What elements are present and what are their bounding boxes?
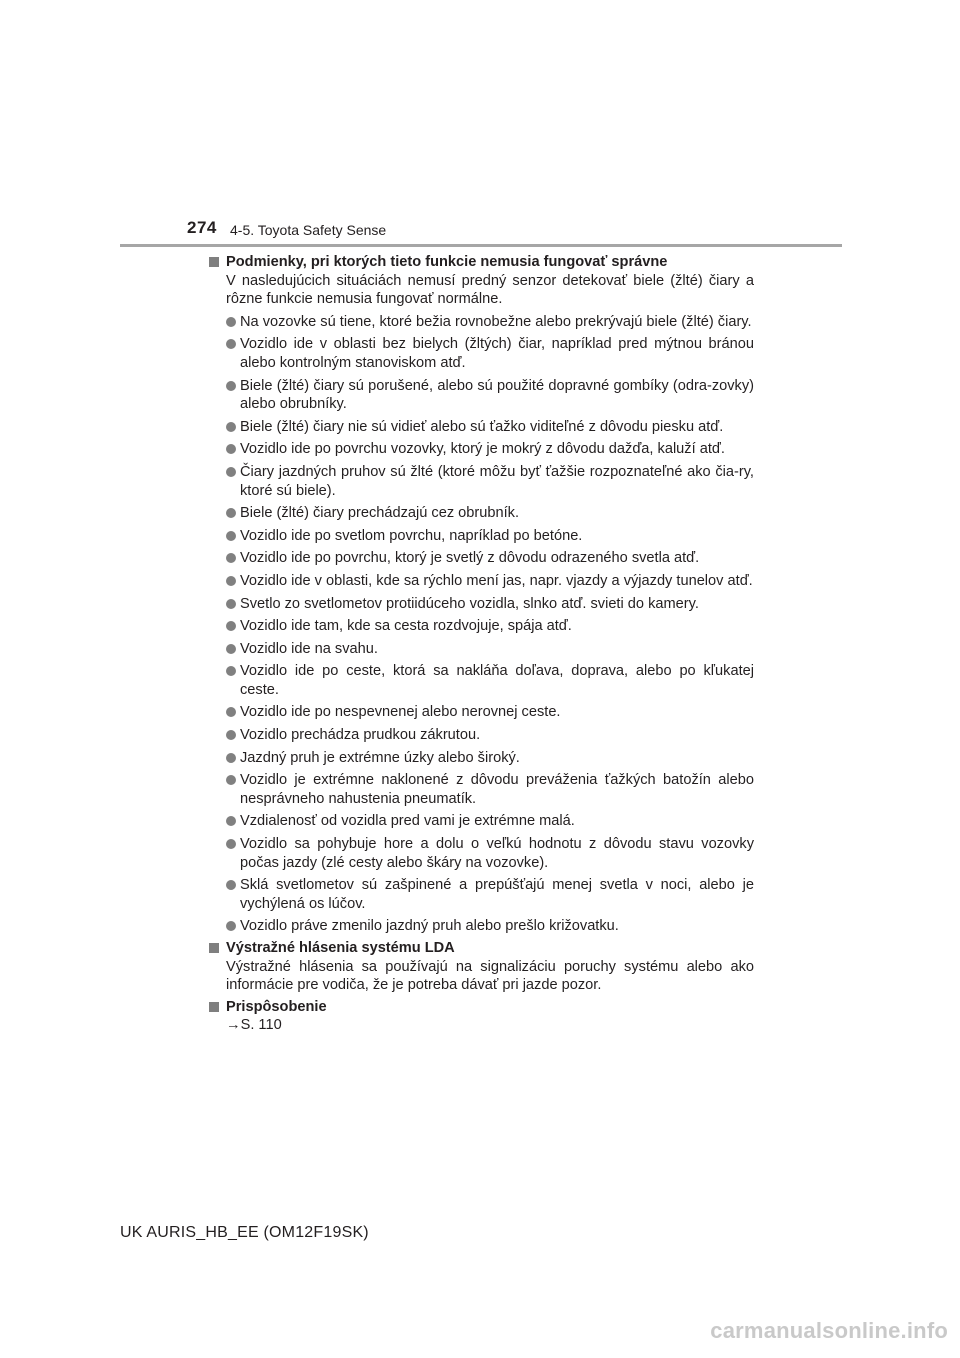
condition-item — [226, 418, 754, 437]
condition-item-text: Vozidlo ide tam, kde sa cesta rozdvojuje, spája atď. — [240, 618, 572, 635]
condition-item — [226, 726, 754, 745]
round-bullet-icon — [226, 422, 236, 432]
round-bullet-icon — [226, 444, 236, 454]
round-bullet-icon — [226, 775, 236, 785]
round-bullet-icon — [226, 317, 236, 327]
section-title: 4-5. Toyota Safety Sense — [230, 222, 387, 238]
conditions-intro: V nasledujúcich situáciách nemusí predný senzor detekovať biele (žlté) čiary a rôzne funkcie nemusia fungovať normálne. — [226, 272, 754, 308]
condition-item-text: Biele (žlté) čiary nie sú vidieť alebo sú ťažko viditeľné z dôvodu piesku atď. — [240, 418, 724, 435]
customization-heading-text: Prispôsobenie — [226, 998, 327, 1015]
condition-item-text: Biele (žlté) čiary sú porušené, alebo sú použité dopravné gombíky (odra-zovky) alebo obrubníky. — [240, 377, 754, 413]
round-bullet-icon — [226, 921, 236, 931]
condition-item — [226, 595, 754, 614]
condition-item — [226, 617, 754, 636]
condition-item-text: Na vozovke sú tiene, ktoré bežia rovnobežne alebo prekrývajú biele (žlté) čiary. — [240, 313, 752, 330]
condition-item — [226, 771, 754, 808]
condition-item-text: Vozidlo ide po ceste, ktorá sa nakláňa doľava, doprava, alebo po kľukatej ceste. — [240, 663, 754, 698]
condition-item — [226, 876, 754, 913]
condition-item-text: Vozidlo ide v oblasti bez bielych (žltých) čiar, napríklad pred mýtnou bránou alebo kontrolným stanoviskom atď. — [240, 336, 754, 371]
condition-item-text: Vozidlo sa pohybuje hore a dolu o veľkú hodnotu z dôvodu stavu vozovky počas jazdy (zlé cesty alebo škáry na vozovke). — [240, 836, 754, 871]
condition-item — [226, 549, 754, 568]
warnings-heading-text: Výstražné hlásenia systému LDA — [226, 940, 455, 956]
round-bullet-icon — [226, 839, 236, 849]
round-bullet-icon — [226, 816, 236, 826]
condition-item — [226, 812, 754, 831]
condition-item-text: Vozidlo ide na svahu. — [240, 640, 378, 657]
condition-item-text: Vozidlo ide po povrchu vozovky, ktorý je mokrý z dôvodu dažďa, kaluží atď. — [240, 441, 725, 458]
round-bullet-icon — [226, 576, 236, 586]
round-bullet-icon — [226, 339, 236, 349]
page-number: 274 — [187, 218, 217, 237]
condition-item-text: Sklá svetlometov sú zašpinené a prepúšťajú menej svetla v noci, alebo je vychýlená os lúčov. — [240, 877, 754, 912]
condition-item-text: Vozidlo ide po svetlom povrchu, napríklad po betóne. — [240, 527, 583, 544]
round-bullet-icon — [226, 531, 236, 541]
condition-item — [226, 835, 754, 872]
round-bullet-icon — [226, 730, 236, 740]
page-header — [0, 0, 960, 250]
square-bullet-icon — [209, 257, 219, 267]
condition-item-text: Vzdialenosť od vozidla pred vami je extrémne malá. — [240, 813, 575, 830]
condition-item-text: Čiary jazdných pruhov sú žlté (ktoré môžu byť ťažšie rozpoznateľné ako čia-ry, ktoré sú biele). — [240, 463, 754, 499]
conditions-heading-text: Podmienky, pri ktorých tieto funkcie nemusia fungovať správne — [226, 254, 668, 270]
round-bullet-icon — [226, 666, 236, 676]
condition-item — [226, 662, 754, 699]
round-bullet-icon — [226, 467, 236, 477]
condition-item — [226, 703, 754, 722]
condition-item — [226, 313, 754, 332]
customization-heading — [209, 998, 754, 1017]
condition-item-text: Vozidlo ide v oblasti, kde sa rýchlo mení jas, napr. vjazdy a výjazdy tunelov atď. — [240, 572, 753, 589]
warnings-heading — [209, 939, 754, 958]
round-bullet-icon — [226, 599, 236, 609]
condition-item — [226, 572, 754, 591]
condition-item — [226, 463, 754, 500]
customization-reference[interactable]: →S. 110 — [226, 1017, 282, 1034]
round-bullet-icon — [226, 553, 236, 563]
condition-item — [226, 527, 754, 546]
condition-item — [226, 749, 754, 768]
condition-item-text: Vozidlo ide po nespevnenej alebo nerovnej ceste. — [240, 704, 561, 721]
round-bullet-icon — [226, 621, 236, 631]
page-content — [209, 253, 754, 1035]
conditions-heading — [209, 253, 754, 272]
condition-item — [226, 504, 754, 523]
condition-item-text: Svetlo zo svetlometov protiidúceho vozidla, slnko atď. svieti do kamery. — [240, 595, 699, 612]
header-divider — [120, 244, 842, 247]
round-bullet-icon — [226, 753, 236, 763]
round-bullet-icon — [226, 707, 236, 717]
condition-item — [226, 377, 754, 414]
square-bullet-icon — [209, 1002, 219, 1012]
round-bullet-icon — [226, 508, 236, 518]
condition-item-text: Vozidlo práve zmenilo jazdný pruh alebo prešlo križovatku. — [240, 918, 619, 935]
condition-item — [226, 440, 754, 459]
condition-item — [226, 335, 754, 372]
round-bullet-icon — [226, 381, 236, 391]
condition-item-text: Jazdný pruh je extrémne úzky alebo široký. — [240, 749, 520, 766]
condition-item-text: Vozidlo je extrémne naklonené z dôvodu preváženia ťažkých batožín alebo nesprávneho nahustenia pneumatík. — [240, 772, 754, 807]
condition-item-text: Vozidlo ide po povrchu, ktorý je svetlý z dôvodu odrazeného svetla atď. — [240, 550, 700, 567]
document-code: UK AURIS_HB_EE (OM12F19SK) — [120, 1224, 369, 1241]
conditions-list — [209, 313, 754, 936]
round-bullet-icon — [226, 880, 236, 890]
watermark: carmanualsonline.info — [710, 1318, 948, 1343]
condition-item — [226, 640, 754, 659]
warnings-text: Výstražné hlásenia sa používajú na signalizáciu poruchy systému alebo ako informácie pre vodiča, že je potreba dávať pri jazde pozor. — [226, 958, 754, 994]
round-bullet-icon — [226, 644, 236, 654]
condition-item-text: Vozidlo prechádza prudkou zákrutou. — [240, 727, 481, 744]
condition-item-text: Biele (žlté) čiary prechádzajú cez obrubník. — [240, 505, 520, 522]
condition-item — [226, 917, 754, 936]
square-bullet-icon — [209, 943, 219, 953]
